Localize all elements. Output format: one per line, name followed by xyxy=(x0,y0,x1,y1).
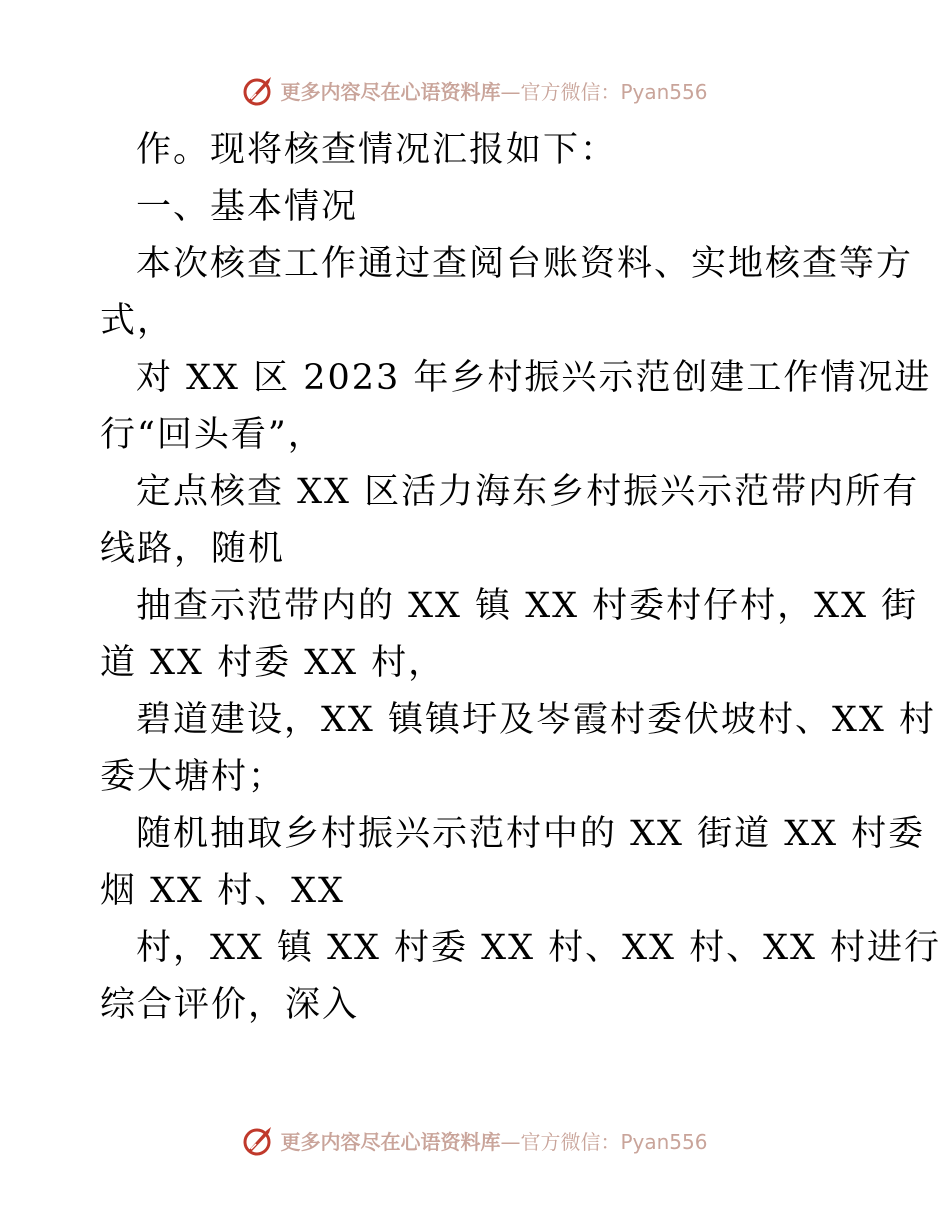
paragraph-line: 随机抽取乡村振兴示范村中的 XX 街道 XX 村委 xyxy=(136,814,926,854)
paragraph-line: 线路，随机 xyxy=(100,529,286,569)
footer-watermark-banner xyxy=(0,1120,950,1160)
paragraph-line: 抽查示范带内的 XX 镇 XX 村委村仔村，XX 街 xyxy=(136,586,919,626)
paragraph-line: 综合评价，深入 xyxy=(100,985,360,1025)
paragraph-line: 碧道建设，XX 镇镇圩及岑霞村委伏坡村、XX 村 xyxy=(136,700,936,740)
section-heading: 一、基本情况 xyxy=(136,187,359,227)
paragraph-line: 委大塘村； xyxy=(100,757,286,797)
header-banner-text: 更多内容尽在心语资料库 xyxy=(280,79,501,104)
pen-logo-icon xyxy=(242,73,276,107)
paragraph-line: 烟 XX 村、XX xyxy=(100,871,345,911)
header-watermark-banner xyxy=(0,70,950,110)
footer-banner-sub: —官方微信：Pyan556 xyxy=(500,1129,708,1154)
paragraph-line: 作。现将核查情况汇报如下： xyxy=(136,130,618,170)
paragraph-line: 行“回头看”， xyxy=(100,415,325,455)
paragraph-line: 道 XX 村委 XX 村， xyxy=(100,643,446,683)
paragraph-line: 村，XX 镇 XX 村委 XX 村、XX 村、XX 村进行 xyxy=(136,928,942,968)
paragraph-line: 本次核查工作通过查阅台账资料、实地核查等方 xyxy=(136,244,914,284)
paragraph-line: 式， xyxy=(100,301,175,341)
document-body xyxy=(100,122,942,1034)
footer-banner-text: 更多内容尽在心语资料库 xyxy=(280,1129,501,1154)
header-banner-sub: —官方微信：Pyan556 xyxy=(500,79,708,104)
paragraph-line: 定点核查 XX 区活力海东乡村振兴示范带内所有 xyxy=(136,472,920,512)
pen-logo-icon xyxy=(242,1123,276,1157)
paragraph-line: 对 XX 区 2023 年乡村振兴示范创建工作情况进 xyxy=(136,358,932,398)
